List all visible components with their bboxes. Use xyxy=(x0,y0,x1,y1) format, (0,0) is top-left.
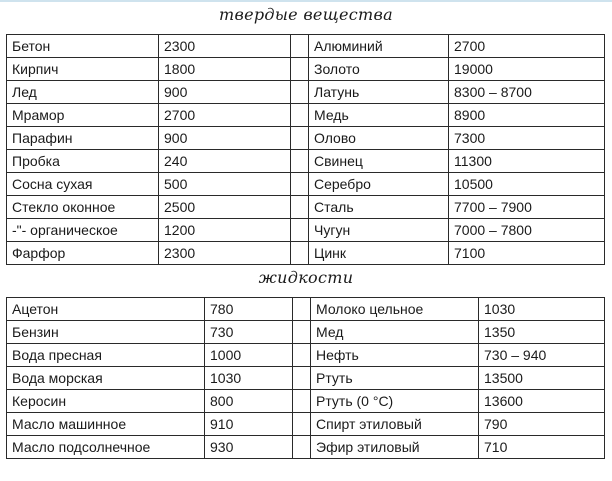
right-substance-cell: Медь xyxy=(309,104,449,127)
column-gap xyxy=(291,196,309,219)
solids-table-body xyxy=(7,35,605,265)
left-density-cell: 2700 xyxy=(159,104,291,127)
left-substance-cell: Пробка xyxy=(7,150,159,173)
top-divider xyxy=(0,0,612,2)
right-substance-cell: Чугун xyxy=(309,219,449,242)
right-density-cell: 7100 xyxy=(449,242,605,265)
right-substance-cell: Ртуть xyxy=(311,367,479,390)
column-gap xyxy=(291,127,309,150)
left-density-cell: 1200 xyxy=(159,219,291,242)
left-substance-cell: Парафин xyxy=(7,127,159,150)
right-substance-cell: Серебро xyxy=(309,173,449,196)
left-density-cell: 900 xyxy=(159,127,291,150)
right-substance-cell: Олово xyxy=(309,127,449,150)
left-density-cell: 1030 xyxy=(205,367,293,390)
right-density-cell: 1350 xyxy=(479,321,605,344)
right-density-cell: 1030 xyxy=(479,298,605,321)
left-substance-cell: Лед xyxy=(7,81,159,104)
right-density-cell: 19000 xyxy=(449,58,605,81)
right-substance-cell: Латунь xyxy=(309,81,449,104)
table-row xyxy=(7,219,605,242)
right-density-cell: 8900 xyxy=(449,104,605,127)
left-density-cell: 910 xyxy=(205,413,293,436)
left-substance-cell: Вода морская xyxy=(7,367,205,390)
column-gap xyxy=(293,436,311,459)
table-row xyxy=(7,413,605,436)
table-row xyxy=(7,242,605,265)
left-density-cell: 1800 xyxy=(159,58,291,81)
liquids-density-table xyxy=(6,297,605,459)
left-density-cell: 800 xyxy=(205,390,293,413)
table-row xyxy=(7,196,605,219)
left-substance-cell: Стекло оконное xyxy=(7,196,159,219)
left-density-cell: 1000 xyxy=(205,344,293,367)
right-substance-cell: Нефть xyxy=(311,344,479,367)
right-density-cell: 10500 xyxy=(449,173,605,196)
column-gap xyxy=(293,413,311,436)
right-substance-cell: Эфир этиловый xyxy=(311,436,479,459)
right-density-cell: 7000 – 7800 xyxy=(449,219,605,242)
column-gap xyxy=(293,344,311,367)
column-gap xyxy=(291,35,309,58)
column-gap xyxy=(291,242,309,265)
right-substance-cell: Свинец xyxy=(309,150,449,173)
table-row xyxy=(7,58,605,81)
right-density-cell: 13600 xyxy=(479,390,605,413)
solids-density-table xyxy=(6,34,605,265)
left-substance-cell: Фарфор xyxy=(7,242,159,265)
column-gap xyxy=(291,219,309,242)
table-row xyxy=(7,436,605,459)
left-density-cell: 500 xyxy=(159,173,291,196)
column-gap xyxy=(293,298,311,321)
table-row xyxy=(7,35,605,58)
right-density-cell: 13500 xyxy=(479,367,605,390)
table-row xyxy=(7,344,605,367)
right-density-cell: 2700 xyxy=(449,35,605,58)
right-density-cell: 11300 xyxy=(449,150,605,173)
left-density-cell: 930 xyxy=(205,436,293,459)
left-substance-cell: Кирпич xyxy=(7,58,159,81)
liquids-table-body xyxy=(7,298,605,459)
right-substance-cell: Молоко цельное xyxy=(311,298,479,321)
right-substance-cell: Мед xyxy=(311,321,479,344)
right-density-cell: 7700 – 7900 xyxy=(449,196,605,219)
column-gap xyxy=(291,173,309,196)
left-density-cell: 730 xyxy=(205,321,293,344)
section-title-liquids: жидкости xyxy=(258,268,354,287)
left-substance-cell: Керосин xyxy=(7,390,205,413)
column-gap xyxy=(291,150,309,173)
left-density-cell: 780 xyxy=(205,298,293,321)
table-row xyxy=(7,81,605,104)
column-gap xyxy=(291,58,309,81)
right-substance-cell: Алюминий xyxy=(309,35,449,58)
table-row xyxy=(7,367,605,390)
table-row xyxy=(7,150,605,173)
right-substance-cell: Цинк xyxy=(309,242,449,265)
right-substance-cell: Золото xyxy=(309,58,449,81)
right-substance-cell: Сталь xyxy=(309,196,449,219)
left-density-cell: 2500 xyxy=(159,196,291,219)
left-substance-cell: Сосна сухая xyxy=(7,173,159,196)
column-gap xyxy=(291,81,309,104)
right-density-cell: 730 – 940 xyxy=(479,344,605,367)
left-density-cell: 240 xyxy=(159,150,291,173)
right-density-cell: 8300 – 8700 xyxy=(449,81,605,104)
left-density-cell: 2300 xyxy=(159,35,291,58)
column-gap xyxy=(291,104,309,127)
column-gap xyxy=(293,321,311,344)
left-substance-cell: Бетон xyxy=(7,35,159,58)
table-row xyxy=(7,104,605,127)
table-row xyxy=(7,298,605,321)
left-substance-cell: -"- органическое xyxy=(7,219,159,242)
left-substance-cell: Вода пресная xyxy=(7,344,205,367)
left-substance-cell: Мрамор xyxy=(7,104,159,127)
right-density-cell: 790 xyxy=(479,413,605,436)
table-row xyxy=(7,127,605,150)
right-density-cell: 7300 xyxy=(449,127,605,150)
right-substance-cell: Ртуть (0 °C) xyxy=(311,390,479,413)
left-substance-cell: Масло машинное xyxy=(7,413,205,436)
right-density-cell: 710 xyxy=(479,436,605,459)
section-title-solids: твердые вещества xyxy=(219,5,393,24)
left-substance-cell: Ацетон xyxy=(7,298,205,321)
left-substance-cell: Масло подсолнечное xyxy=(7,436,205,459)
left-density-cell: 900 xyxy=(159,81,291,104)
table-row xyxy=(7,173,605,196)
column-gap xyxy=(293,367,311,390)
table-row xyxy=(7,390,605,413)
right-substance-cell: Спирт этиловый xyxy=(311,413,479,436)
left-density-cell: 2300 xyxy=(159,242,291,265)
table-row xyxy=(7,321,605,344)
left-substance-cell: Бензин xyxy=(7,321,205,344)
column-gap xyxy=(293,390,311,413)
